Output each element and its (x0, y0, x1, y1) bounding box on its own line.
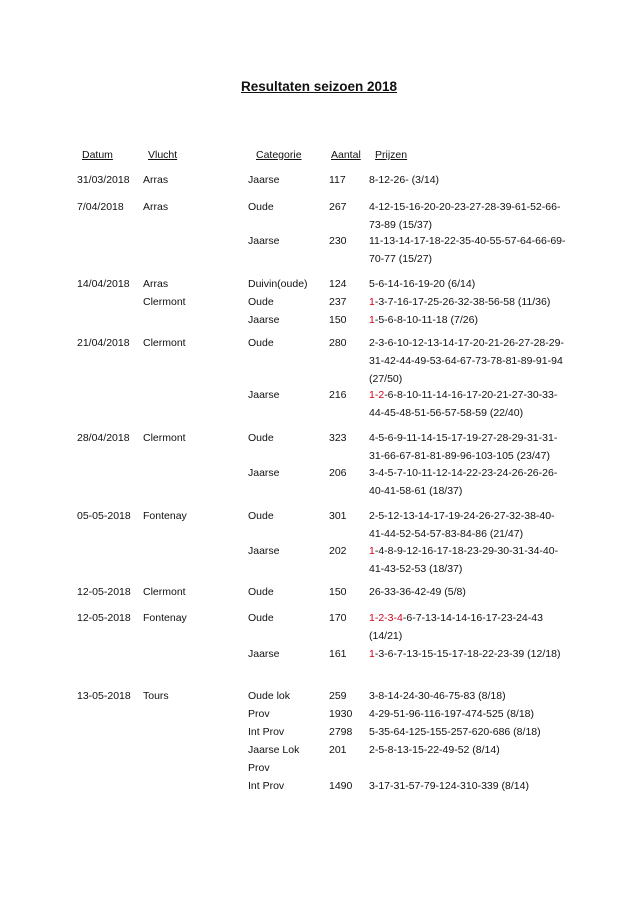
prize-list: 26-33-36-42-49 (5/8) (369, 586, 466, 598)
row-aantal: 1930 (329, 708, 353, 720)
row-datum: 12-05-2018 (77, 586, 131, 598)
row-prijzen (369, 723, 569, 741)
row-prijzen (369, 293, 569, 311)
prize-list: 11-13-14-17-18-22-35-40-55-57-64-66-69-70-77 (15/27) (369, 235, 566, 265)
row-prijzen (369, 464, 569, 500)
row-categorie: Oude (248, 201, 274, 213)
header-prijzen: Prijzen (375, 149, 408, 161)
row-prijzen (369, 741, 569, 759)
row-datum: 28/04/2018 (77, 432, 130, 444)
row-categorie: Jaarse (248, 174, 280, 186)
row-vlucht: Clermont (143, 296, 186, 308)
row-aantal: 2798 (329, 726, 353, 738)
row-aantal: 280 (329, 337, 347, 349)
row-aantal: 170 (329, 612, 347, 624)
row-aantal: 230 (329, 235, 347, 247)
row-aantal: 206 (329, 467, 347, 479)
prize-list: -5-6-8-10-11-18 (7/26) (374, 314, 478, 326)
row-prijzen (369, 705, 569, 723)
row-prijzen (369, 386, 569, 422)
page-title: Resultaten seizoen 2018 (240, 79, 398, 94)
row-categorie: Oude (248, 510, 274, 522)
row-categorie: Oude lok (248, 690, 291, 702)
row-categorie: Jaarse (248, 467, 280, 479)
prize-list: -3-6-7-13-15-15-17-18-22-23-39 (12/18) (374, 648, 561, 660)
row-prijzen (369, 198, 569, 234)
row-aantal: 161 (329, 648, 347, 660)
row-aantal: 117 (329, 174, 346, 186)
row-categorie: Oude (248, 337, 274, 349)
row-datum: 13-05-2018 (77, 690, 131, 702)
row-categorie: Oude (248, 432, 274, 444)
row-categorie: Jaarse (248, 314, 280, 326)
row-vlucht: Fontenay (143, 510, 187, 522)
row-prijzen (369, 609, 569, 645)
row-aantal: 267 (329, 201, 347, 213)
row-prijzen (369, 232, 569, 268)
row-aantal: 150 (329, 586, 347, 598)
prize-list: 3-17-31-57-79-124-310-339 (8/14) (369, 780, 529, 792)
row-categorie: Jaarse (248, 389, 280, 401)
row-categorie: Int Prov (248, 726, 285, 738)
row-vlucht: Arras (143, 201, 169, 213)
row-vlucht: Clermont (143, 432, 186, 444)
prize-list: -3-7-16-17-25-26-32-38-56-58 (11/36) (374, 296, 551, 308)
row-vlucht: Arras (143, 174, 169, 186)
row-aantal: 202 (329, 545, 347, 557)
row-prijzen (369, 645, 569, 663)
row-prijzen (369, 777, 569, 795)
row-aantal: 259 (329, 690, 347, 702)
row-aantal: 1490 (329, 780, 353, 792)
row-vlucht: Clermont (143, 586, 186, 598)
row-aantal: 150 (329, 314, 347, 326)
row-aantal: 323 (329, 432, 347, 444)
row-categorie: Oude (248, 296, 274, 308)
row-prijzen (369, 583, 569, 601)
header-categorie: Categorie (256, 149, 302, 161)
row-vlucht: Arras (143, 278, 169, 290)
prize-list: 4-29-51-96-116-197-474-525 (8/18) (369, 708, 534, 720)
prize-list: 2-5-12-13-14-17-19-24-26-27-32-38-40-41-44-52-54-57-83-84-86 (21/47) (369, 510, 555, 540)
row-vlucht: Fontenay (143, 612, 187, 624)
row-categorie: Jaarse (248, 235, 280, 247)
row-prijzen (369, 687, 569, 705)
header-vlucht: Vlucht (148, 149, 178, 161)
row-datum: 12-05-2018 (77, 612, 131, 624)
row-categorie: Oude (248, 586, 274, 598)
prize-list: 2-3-6-10-12-13-14-17-20-21-26-27-28-29-31-42-44-49-53-64-67-73-78-81-89-91-94 (27/50) (369, 337, 564, 385)
row-aantal: 201 (329, 744, 347, 756)
row-prijzen (369, 334, 569, 388)
row-aantal: 301 (329, 510, 347, 522)
prize-list: 5-6-14-16-19-20 (6/14) (369, 278, 476, 290)
row-aantal: 124 (329, 278, 347, 290)
prize-list: 3-8-14-24-30-46-75-83 (8/18) (369, 690, 506, 702)
row-categorie: Duivin(oude) (248, 278, 308, 290)
row-aantal: 237 (329, 296, 347, 308)
prize-list: -6-8-10-11-14-16-17-20-21-27-30-33-44-45-48-51-56-57-58-59 (22/40) (369, 389, 558, 419)
row-aantal: 216 (329, 389, 347, 401)
prize-first-places: 1 (369, 314, 375, 326)
prize-first-places: 1 (369, 648, 375, 660)
row-categorie: Oude (248, 612, 274, 624)
row-prijzen (369, 171, 569, 189)
prize-list: 2-5-8-13-15-22-49-52 (8/14) (369, 744, 500, 756)
prize-list: 4-12-15-16-20-20-23-27-28-39-61-52-66-73-89 (15/37) (369, 201, 561, 231)
prize-list: -6-7-13-14-14-16-17-23-24-43 (14/21) (369, 612, 543, 642)
row-categorie: Prov (248, 708, 270, 720)
row-datum: 05-05-2018 (77, 510, 131, 522)
prize-first-places: 1 (369, 296, 375, 308)
row-categorie: Jaarse Lok (248, 744, 300, 756)
row-vlucht: Clermont (143, 337, 186, 349)
prize-list: -4-8-9-12-16-17-18-23-29-30-31-34-40-41-43-52-53 (18/37) (369, 545, 559, 575)
header-aantal: Aantal (331, 149, 361, 161)
header-datum: Datum (82, 149, 113, 161)
prize-list: 5-35-64-125-155-257-620-686 (8/18) (369, 726, 541, 738)
prize-first-places: 1-2 (369, 389, 385, 401)
row-categorie: Int Prov (248, 780, 285, 792)
row-prijzen (369, 429, 569, 465)
prize-first-places: 1-2-3-4 (369, 612, 403, 624)
row-categorie: Prov (248, 762, 270, 774)
prize-list: 3-4-5-7-10-11-12-14-22-23-24-26-26-26-40-41-58-61 (18/37) (369, 467, 558, 497)
row-datum: 7/04/2018 (77, 201, 124, 213)
row-vlucht: Tours (143, 690, 169, 702)
row-datum: 21/04/2018 (77, 337, 130, 349)
row-prijzen (369, 507, 569, 543)
row-prijzen (369, 311, 569, 329)
row-prijzen (369, 275, 569, 293)
row-prijzen (369, 542, 569, 578)
prize-first-places: 1 (369, 545, 375, 557)
prize-list: 4-5-6-9-11-14-15-17-19-27-28-29-31-31-31-66-67-81-81-89-96-103-105 (23/47) (369, 432, 558, 462)
row-categorie: Jaarse (248, 648, 280, 660)
prize-list: 8-12-26- (3/14) (369, 174, 440, 186)
row-categorie: Jaarse (248, 545, 280, 557)
row-datum: 31/03/2018 (77, 174, 130, 186)
row-datum: 14/04/2018 (77, 278, 130, 290)
